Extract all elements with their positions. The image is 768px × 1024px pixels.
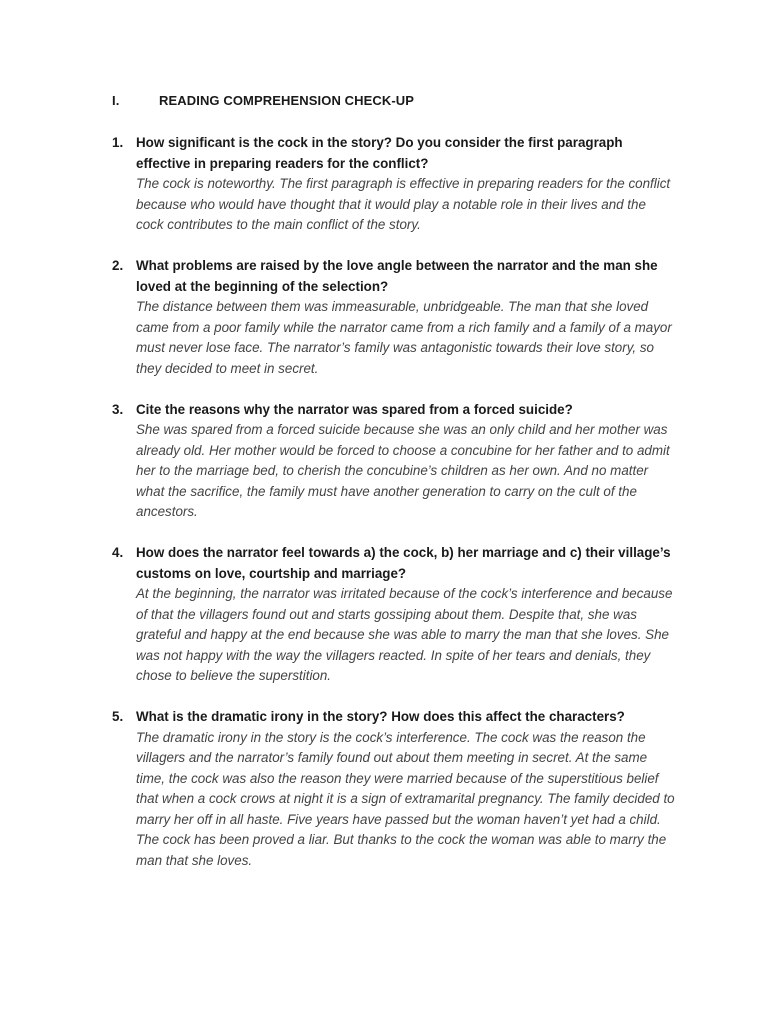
answer-text: The dramatic irony in the story is the cock’s interference. The cock was the reason the villagers and the narrator’s family found out about them meeting in secret. At the same time, the cock was also the reason they were married because of the superstitious belief that when a cock crows at night it is a sign of extramarital pregnancy. The family decided to marry her off in all haste. Five years have passed but the woman haven’t yet had a child. The cock has been proved a liar. But thanks to the cock the woman was able to marry the man that she loves.	[136, 729, 675, 868]
question-body	[136, 707, 677, 871]
question-number: 4.	[112, 545, 124, 560]
question-text: How significant is the cock in the story? Do you consider the first paragraph effective in preparing readers for the conflict?	[136, 135, 623, 171]
answer-text: At the beginning, the narrator was irritated because of the cock’s interference and because of that the villagers found out and starts gossiping about them. Despite that, she was grateful and happy at the end because she was able to marry the man that she loves. She was not happy with the way the villagers reacted. In spite of her tears and denials, they chose to believe the superstition.	[136, 586, 673, 683]
section-title: READING COMPREHENSION CHECK-UP	[159, 93, 415, 108]
answer-text: She was spared from a forced suicide because she was an only child and her mother was already old. Her mother would be forced to choose a concubine for her father and to admit her to the marriage bed, to cherish the concubine’s children as her own. And no matter what the sacrifice, the family must have another generation to carry on the cult of the ancestors.	[136, 422, 670, 519]
question-number: 3.	[112, 401, 124, 417]
question-body	[136, 543, 677, 687]
answer-text: The distance between them was immeasurable, unbridgeable. The man that she loved came from a poor family while the narrator came from a rich family and a family of a mayor must never lose face. The narrator’s family was antagonistic towards their love story, so they decided to meet in secret.	[136, 299, 672, 376]
question-item	[112, 133, 677, 236]
question-text: Cite the reasons why the narrator was spared from a forced suicide?	[136, 401, 573, 417]
question-text: What problems are raised by the love angle between the narrator and the man she loved at the beginning of the selection?	[136, 258, 658, 294]
question-item	[112, 400, 677, 523]
section-number: I.	[112, 93, 120, 108]
question-number: 1.	[112, 135, 124, 150]
question-list	[112, 133, 677, 892]
question-body	[136, 256, 677, 379]
question-item	[112, 707, 677, 871]
question-item	[112, 543, 677, 687]
section-heading	[112, 93, 414, 108]
question-text: What is the dramatic irony in the story? How does this affect the characters?	[136, 709, 625, 724]
answer-text: The cock is noteworthy. The first paragraph is effective in preparing readers for the conflict because who would have thought that it would play a notable role in their lives and the cock contributes to the main conflict of the story.	[136, 176, 671, 232]
question-body	[136, 133, 677, 236]
question-body	[136, 400, 677, 523]
question-number: 2.	[112, 258, 124, 273]
question-item	[112, 256, 677, 379]
question-text: How does the narrator feel towards a) the cock, b) her marriage and c) their village’s customs on love, courtship and marriage?	[136, 545, 671, 581]
question-number: 5.	[112, 709, 124, 724]
